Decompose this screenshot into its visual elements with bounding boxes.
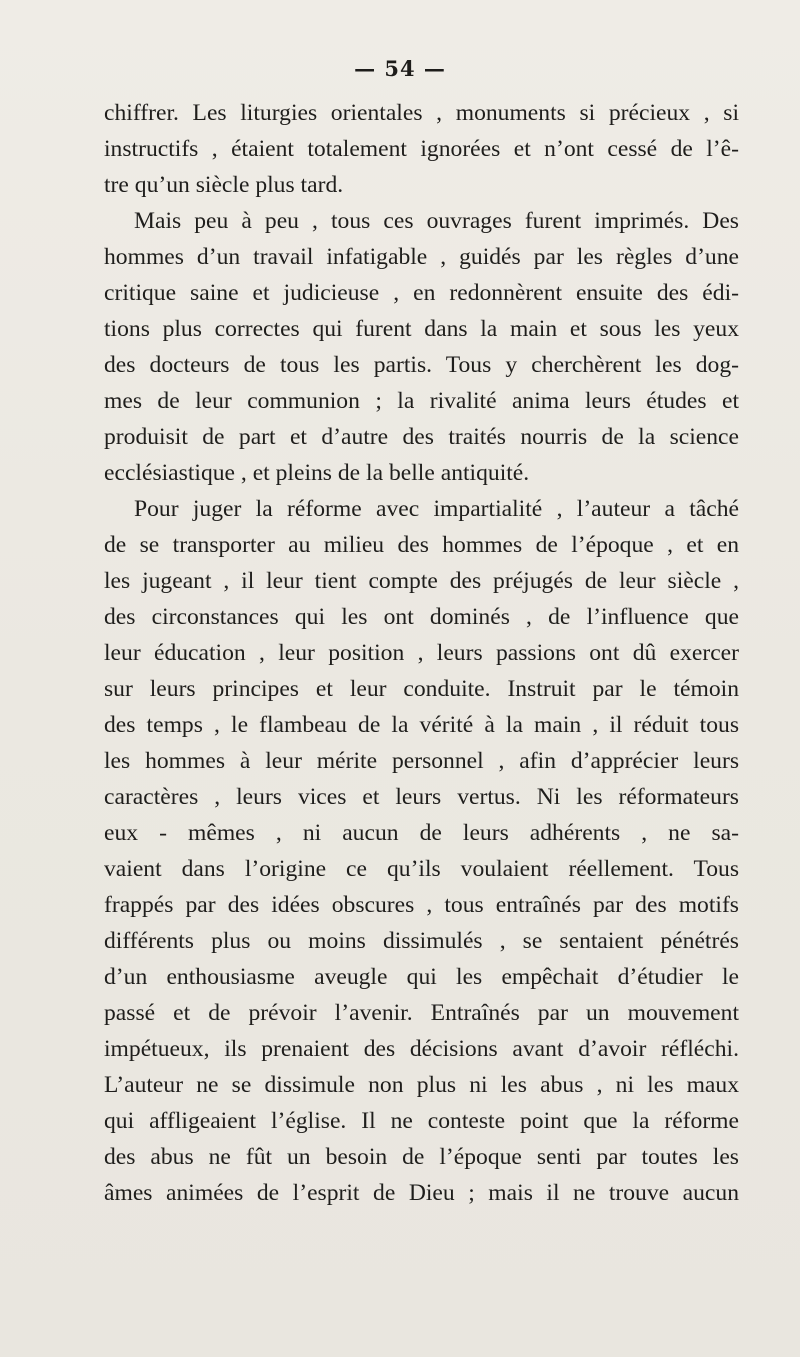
text-line: produisit de part et d’autre des traités nourris de la science [104, 424, 739, 450]
text-line: frappés par des idées obscures , tous entraînés par des motifs [104, 892, 739, 918]
paragraph-start-line: Pour juger la réforme avec impartialité , l’auteur a tâché [134, 496, 739, 522]
text-line: chiffrer. Les liturgies orientales , monuments si précieux , si [104, 100, 739, 126]
text-line: âmes animées de l’esprit de Dieu ; mais il ne trouve aucun [104, 1180, 739, 1206]
text-line: des circonstances qui les ont dominés , de l’influence que [104, 604, 739, 630]
text-line: vaient dans l’origine ce qu’ils voulaient réellement. Tous [104, 856, 739, 882]
text-line: les jugeant , il leur tient compte des préjugés de leur siècle , [104, 568, 739, 594]
text-line: ecclésiastique , et pleins de la belle antiquité. [104, 460, 530, 486]
text-line: passé et de prévoir l’avenir. Entraînés par un mouvement [104, 1000, 739, 1026]
text-line: des temps , le flambeau de la vérité à la main , il réduit tous [104, 712, 739, 738]
text-line: de se transporter au milieu des hommes de l’époque , et en [104, 532, 739, 558]
text-line: L’auteur ne se dissimule non plus ni les abus , ni les maux [104, 1072, 739, 1098]
text-line: critique saine et judicieuse , en redonnèrent ensuite des édi- [104, 280, 739, 306]
text-line: qui affligeaient l’église. Il ne conteste point que la réforme [104, 1108, 739, 1134]
text-line: des docteurs de tous les partis. Tous y cherchèrent les dog- [104, 352, 739, 378]
text-line: sur leurs principes et leur conduite. Instruit par le témoin [104, 676, 739, 702]
text-line: différents plus ou moins dissimulés , se sentaient pénétrés [104, 928, 739, 954]
text-line: caractères , leurs vices et leurs vertus. Ni les réformateurs [104, 784, 739, 810]
text-line: instructifs , étaient totalement ignorées et n’ont cessé de l’ê- [104, 136, 739, 162]
text-line: les hommes à leur mérite personnel , afin d’apprécier leurs [104, 748, 739, 774]
paragraph-start-line: Mais peu à peu , tous ces ouvrages furent imprimés. Des [134, 208, 739, 234]
body-text [104, 95, 739, 1211]
text-line: hommes d’un travail infatigable , guidés par les règles d’une [104, 244, 739, 270]
text-line: eux - mêmes , ni aucun de leurs adhérents , ne sa- [104, 820, 739, 846]
text-line: tions plus correctes qui furent dans la main et sous les yeux [104, 316, 739, 342]
text-line: impétueux, ils prenaient des décisions avant d’avoir réfléchi. [104, 1036, 739, 1062]
text-line: des abus ne fût un besoin de l’époque senti par toutes les [104, 1144, 739, 1170]
text-line: tre qu’un siècle plus tard. [104, 172, 344, 198]
text-line: d’un enthousiasme aveugle qui les empêchait d’étudier le [104, 964, 739, 990]
page-number: — 54 — [354, 56, 446, 81]
text-line: mes de leur communion ; la rivalité anima leurs études et [104, 388, 739, 414]
text-line: leur éducation , leur position , leurs passions ont dû exercer [104, 640, 739, 666]
